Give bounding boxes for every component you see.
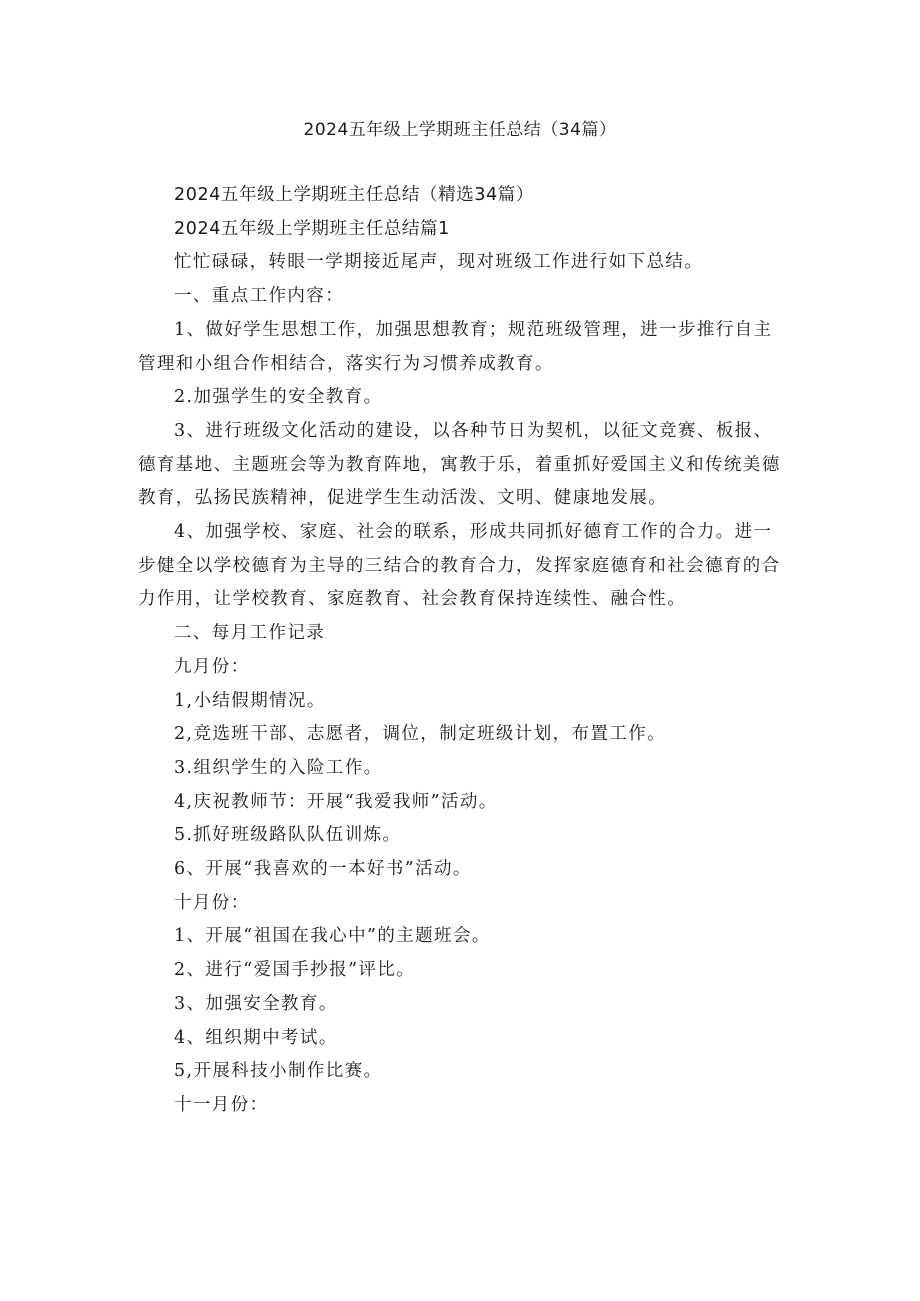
paragraph: 2.加强学生的安全教育。: [174, 387, 383, 408]
paragraph: 3、进行班级文化活动的建设，以各种节日为契机，以征文竞赛、板报、德育基地、主题班会等为教育阵地，寓教于乐，着重抓好爱国主义和传统美德教育，弘扬民族精神，促进学生生动活泼、文明、健康地发展。: [138, 420, 781, 509]
list-item: 4,庆祝教师节：开展“我爱我师”活动。: [174, 791, 498, 812]
month-heading: 十一月份：: [174, 1094, 269, 1115]
list-item: 3.组织学生的入险工作。: [174, 757, 383, 778]
subtitle-paragraph: 2024五年级上学期班主任总结（精选34篇）: [174, 185, 535, 205]
paragraph: 4、加强学校、家庭、社会的联系，形成共同抓好德育工作的合力。进一步健全以学校德育为主导的三结合的教育合力，发挥家庭德育和社会德育的合力作用，让学校教育、家庭教育、社会教育保持连续性、融合性。: [138, 522, 781, 610]
section-heading: 一、重点工作内容：: [174, 286, 345, 307]
list-item: 6、开展“我喜欢的一本好书”活动。: [174, 859, 472, 880]
list-item: 2,竞选班干部、志愿者，调位，制定班级计划，布置工作。: [174, 724, 666, 745]
section-heading: 2024五年级上学期班主任总结篇1: [174, 218, 450, 239]
section-heading: 二、每月工作记录: [174, 623, 326, 644]
document-title: 2024五年级上学期班主任总结（34篇）: [303, 120, 617, 140]
list-item: 5,开展科技小制作比赛。: [174, 1061, 383, 1082]
list-item: 2、进行“爱国手抄报”评比。: [174, 960, 416, 981]
month-heading: 十月份：: [174, 892, 250, 913]
list-item: 4、组织期中考试。: [174, 1027, 338, 1048]
list-item: 5.抓好班级路队队伍训炼。: [174, 825, 402, 846]
document-body: [138, 179, 786, 1123]
paragraph: 1、做好学生思想工作，加强思想教育；规范班级管理，进一步推行自主管理和小组合作相结合，落实行为习惯养成教育。: [138, 319, 773, 374]
month-heading: 九月份：: [174, 656, 250, 677]
paragraph: 忙忙碌碌，转眼一学期接近尾声，现对班级工作进行如下总结。: [174, 252, 704, 273]
list-item: 1,小结假期情况。: [174, 690, 326, 711]
list-item: 3、加强安全教育。: [174, 993, 338, 1014]
list-item: 1、开展“祖国在我心中”的主题班会。: [174, 926, 491, 947]
